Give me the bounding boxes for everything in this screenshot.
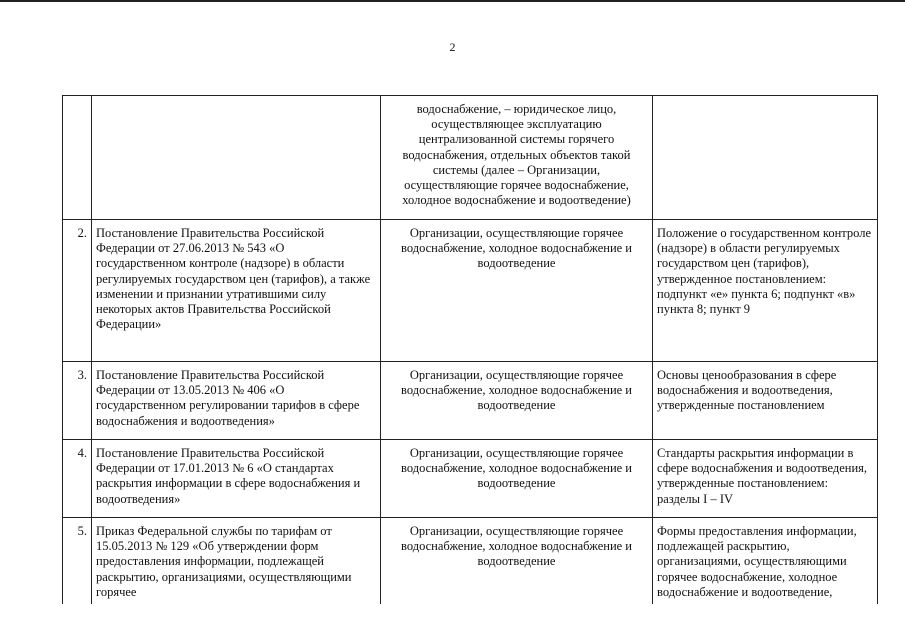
row-number: 5. <box>63 518 92 628</box>
subject-cell: Организации, осуществляющие горячее водоснабжение, холодное водоснабжение и водоотведение <box>381 362 653 440</box>
subject-cell: водоснабжение, – юридическое лицо, осуществляющее эксплуатацию централизованной системы горячего водоснабжения, отдельных объектов такой системы (далее – Организации, осуществляющие горячее водоснабжение, холодное водоснабжение и водоотведение) <box>381 96 653 220</box>
regulations-table <box>62 95 878 628</box>
table-row <box>63 220 878 362</box>
requirement-cell: Основы ценообразования в сфере водоснабжения и водоотведения, утвержденные постановлением <box>653 362 878 440</box>
page-number: 2 <box>449 40 456 54</box>
requirement-cell: Стандарты раскрытия информации в сфере водоснабжения и водоотведения, утвержденные постановлением: разделы I – IV <box>653 440 878 518</box>
row-number <box>63 96 92 220</box>
table-row <box>63 96 878 220</box>
top-border-line <box>0 0 905 2</box>
table-row <box>63 440 878 518</box>
requirement-cell <box>653 96 878 220</box>
row-number: 3. <box>63 362 92 440</box>
document-cell: Постановление Правительства Российской Федерации от 13.05.2013 № 406 «О государственном регулировании тарифов в сфере водоснабжения и водоотведения» <box>92 362 381 440</box>
requirement-cell: Формы предоставления информации, подлежащей раскрытию, организациями, осуществляющими горячее водоснабжение, холодное водоснабжение и водоотведение, <box>653 518 878 628</box>
row-number: 2. <box>63 220 92 362</box>
table-row <box>63 362 878 440</box>
subject-cell: Организации, осуществляющие горячее водоснабжение, холодное водоснабжение и водоотведение <box>381 220 653 362</box>
requirement-cell: Положение о государственном контроле (надзоре) в области регулируемых государством цен (тарифов), утвержденное постановлением: подпункт «е» пункта 6; подпункт «в» пункта 8; пункт 9 <box>653 220 878 362</box>
document-cell: Постановление Правительства Российской Федерации от 17.01.2013 № 6 «О стандартах раскрытия информации в сфере водоснабжения и водоотведения» <box>92 440 381 518</box>
document-cell: Постановление Правительства Российской Федерации от 27.06.2013 № 543 «О государственном контроле (надзоре) в области регулируемых государством цен (тарифов), а также изменении и признании утратившими силу некоторых актов Правительства Российской Федерации» <box>92 220 381 362</box>
document-cell: Приказ Федеральной службы по тарифам от 15.05.2013 № 129 «Об утверждении форм предоставления информации, подлежащей раскрытию, организациями, осуществляющими горячее <box>92 518 381 628</box>
row-number: 4. <box>63 440 92 518</box>
subject-cell: Организации, осуществляющие горячее водоснабжение, холодное водоснабжение и водоотведение <box>381 440 653 518</box>
page-bottom-crop <box>0 604 905 640</box>
subject-cell: Организации, осуществляющие горячее водоснабжение, холодное водоснабжение и водоотведение <box>381 518 653 628</box>
document-cell <box>92 96 381 220</box>
